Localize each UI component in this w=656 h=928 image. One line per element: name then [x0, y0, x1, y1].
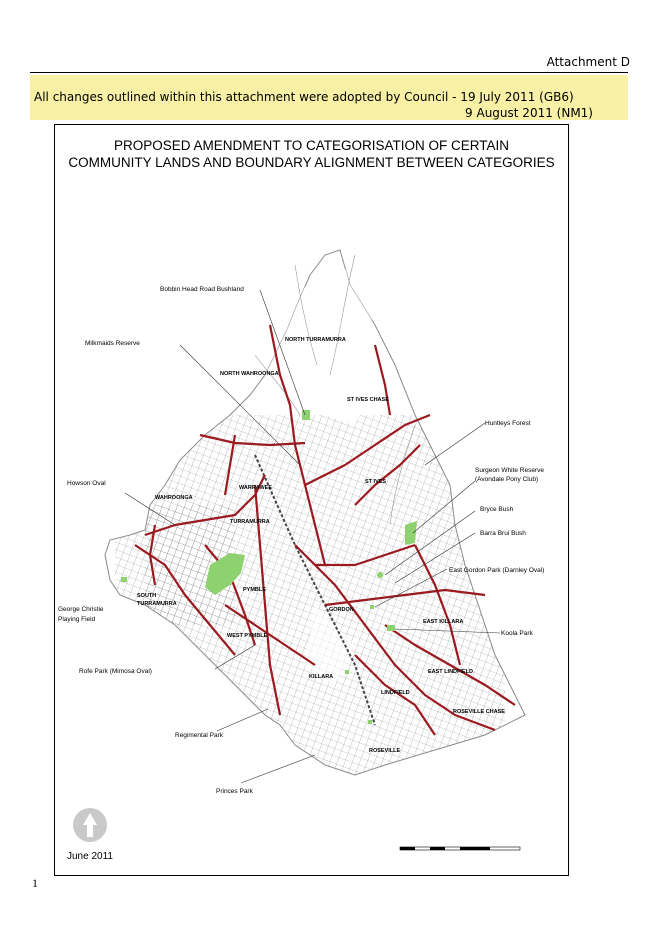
suburb-roseville-chase: ROSEVILLE CHASE: [453, 709, 505, 715]
page-number: 1: [32, 876, 38, 890]
killara-park-area: [345, 670, 349, 674]
callout-huntleys: Huntleys Forest: [485, 420, 531, 427]
callout-east-gordon: East Gordon Park (Darnley Oval): [449, 567, 545, 574]
callout-bobbin-head: Bobbin Head Road Bushland: [160, 286, 244, 293]
adoption-note-line2: 9 August 2011 (NM1): [465, 106, 593, 120]
callout-regimental: Regimental Park: [175, 732, 224, 739]
suburb-north-turramurra: NORTH TURRAMURRA: [285, 337, 346, 343]
callout-princes: Princes Park: [216, 788, 253, 795]
adoption-note-line1: All changes outlined within this attachment were adopted by Council - 19 July 2011 (GB6): [34, 90, 574, 104]
suburb-wahroonga: WAHROONGA: [155, 495, 193, 501]
suburb-south-turramurra-1: SOUTH: [137, 593, 157, 599]
bobbin-head-bushland-park: [302, 410, 310, 420]
scale-bar: [400, 847, 520, 850]
george-christie-park: [121, 577, 127, 582]
callout-barra-brui: Barra Brui Bush: [480, 530, 526, 537]
east-gordon-park-area: [370, 605, 374, 609]
suburb-west-pymble: WEST PYMBLE: [227, 633, 268, 639]
suburb-gordon: GORDON: [329, 607, 354, 613]
callout-howson: Howson Oval: [67, 480, 106, 487]
suburb-roseville: ROSEVILLE: [369, 748, 401, 754]
suburb-warrawee: WARRAWEE: [239, 485, 272, 491]
suburb-east-lindfield: EAST LINDFIELD: [428, 669, 473, 675]
map-title-line1: PROPOSED AMENDMENT TO CATEGORISATION OF CERTAIN: [113, 138, 510, 153]
urban-streets-area: [105, 250, 525, 775]
suburb-lindfield: LINDFIELD: [381, 690, 410, 696]
map-title-line2: COMMUNITY LANDS AND BOUNDARY ALIGNMENT BETWEEN CATEGORIES: [68, 155, 555, 170]
suburb-north-wahroonga: NORTH WAHROONGA: [220, 371, 279, 377]
suburb-east-killara: EAST KILLARA: [423, 619, 464, 625]
attachment-label: Attachment D: [546, 55, 630, 69]
suburb-turramurra: TURRAMURRA: [230, 519, 270, 525]
callout-playing-field: Playing Field: [58, 616, 96, 623]
suburb-south-turramurra-2: TURRAMURRA: [137, 601, 177, 607]
koola-park-area: [387, 625, 395, 631]
suburb-killara: KILLARA: [309, 674, 334, 680]
suburb-pymble: PYMBLE: [243, 587, 266, 593]
map-frame: [54, 124, 569, 876]
callout-surgeon-white: Surgeon White Reserve: [475, 467, 545, 474]
map-date: June 2011: [67, 851, 113, 862]
ku-ring-gai-map: [55, 125, 568, 875]
regimental-park-area: [368, 720, 372, 724]
callout-milkmaids: Milkmaids Reserve: [85, 340, 140, 347]
callout-koola: Koola Park: [501, 630, 533, 637]
header-rule: [30, 72, 628, 73]
bryce-bush-park: [377, 572, 383, 578]
callout-pony-club: (Avondale Pony Club): [475, 476, 539, 483]
callout-bryce-bush: Bryce Bush: [480, 506, 514, 513]
north-arrow-icon: [73, 808, 107, 842]
callout-george-christie: George Christie: [58, 606, 104, 613]
callout-rofe: Rofe Park (Mimosa Oval): [79, 668, 152, 675]
suburb-st-ives-chase: ST IVES CHASE: [347, 397, 389, 403]
suburb-st-ives: ST IVES: [365, 479, 387, 485]
